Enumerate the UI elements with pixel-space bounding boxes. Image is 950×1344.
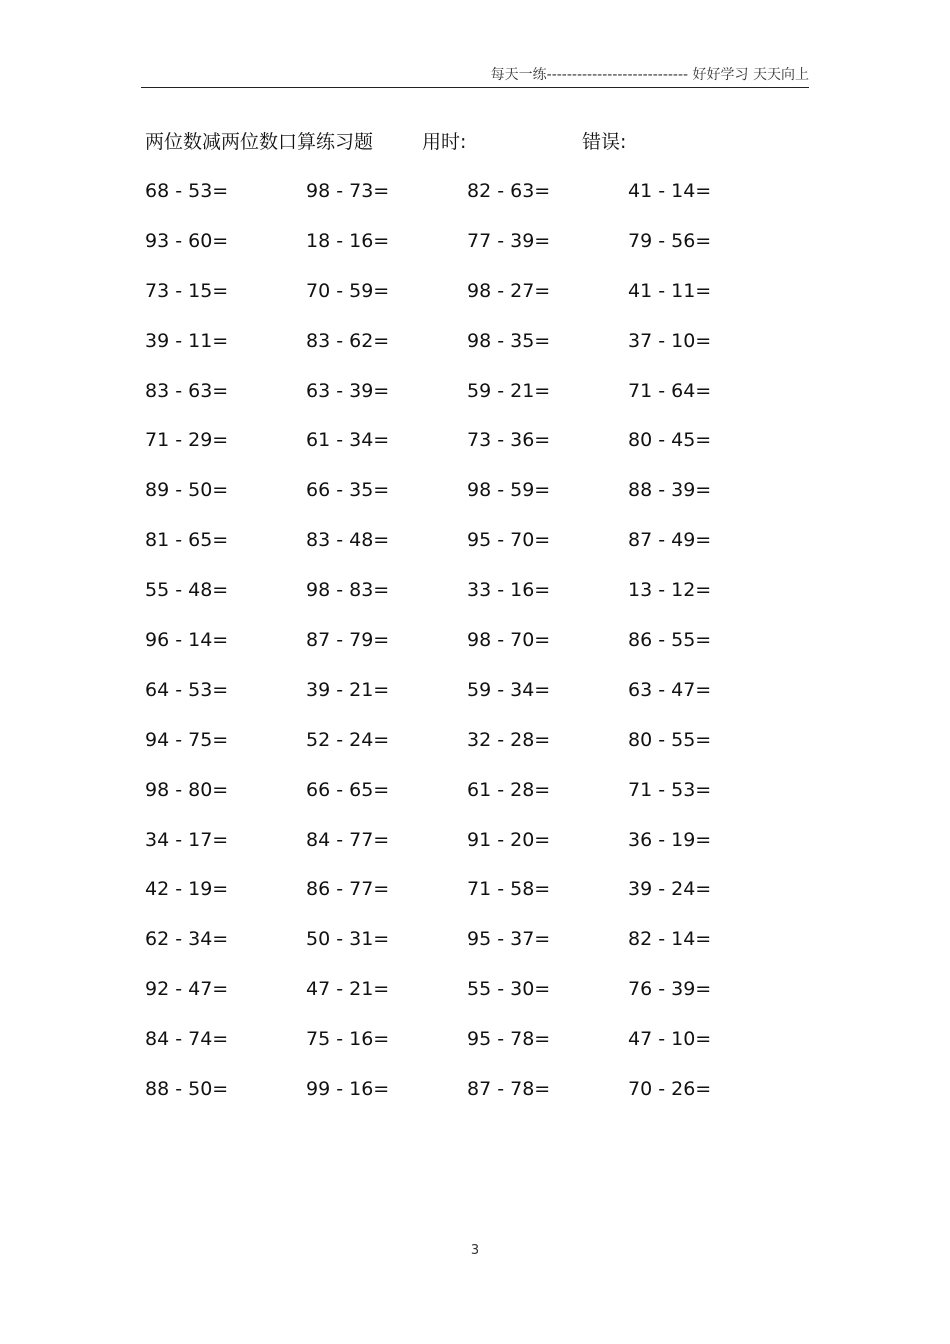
problem-item: 39 - 21= (306, 678, 390, 701)
problem-item: 99 - 16= (306, 1078, 390, 1101)
problem-item: 55 - 48= (145, 579, 229, 602)
time-label: 用时: (422, 131, 467, 153)
problem-item: 37 - 10= (628, 329, 712, 352)
problem-item: 63 - 39= (306, 379, 390, 402)
problem-item: 98 - 59= (467, 479, 551, 502)
problem-item: 70 - 26= (628, 1078, 712, 1101)
problem-item: 36 - 19= (628, 828, 712, 851)
problem-item: 96 - 14= (145, 629, 229, 652)
problem-row (145, 426, 805, 476)
problem-item: 82 - 63= (467, 180, 551, 202)
problem-item: 68 - 53= (145, 180, 229, 202)
problem-item: 61 - 34= (306, 429, 390, 452)
problem-row (145, 676, 805, 726)
problem-item: 91 - 20= (467, 828, 551, 851)
problem-item: 77 - 39= (467, 229, 551, 252)
problem-item: 71 - 58= (467, 878, 551, 901)
problem-item: 71 - 64= (628, 379, 712, 402)
problem-item: 62 - 34= (145, 928, 229, 951)
problem-row (145, 526, 805, 576)
problem-item: 79 - 56= (628, 229, 712, 252)
problem-item: 59 - 34= (467, 678, 551, 701)
problem-item: 66 - 35= (306, 479, 390, 502)
problem-item: 95 - 37= (467, 928, 551, 951)
title-row (145, 127, 785, 157)
problem-row (145, 476, 805, 526)
problem-row (145, 925, 805, 975)
problem-item: 93 - 60= (145, 229, 229, 252)
problem-item: 34 - 17= (145, 828, 229, 851)
problem-item: 88 - 50= (145, 1078, 229, 1101)
problem-item: 89 - 50= (145, 479, 229, 502)
problem-row (145, 626, 805, 676)
problem-row (145, 227, 805, 277)
problem-item: 73 - 15= (145, 279, 229, 302)
problem-item: 42 - 19= (145, 878, 229, 901)
problem-grid (145, 177, 805, 1125)
problem-item: 41 - 11= (628, 279, 712, 302)
problem-item: 64 - 53= (145, 678, 229, 701)
problem-item: 61 - 28= (467, 778, 551, 801)
problem-item: 87 - 49= (628, 529, 712, 552)
problem-item: 86 - 77= (306, 878, 390, 901)
problem-row (145, 1025, 805, 1075)
problem-item: 32 - 28= (467, 728, 551, 751)
error-label: 错误: (582, 131, 627, 153)
problem-row (145, 377, 805, 427)
problem-item: 86 - 55= (628, 629, 712, 652)
worksheet-title: 两位数减两位数口算练习题 (145, 131, 374, 153)
problem-item: 92 - 47= (145, 978, 229, 1001)
header-text: 每天一练---------------------------- 好好学习 天天向上 (490, 67, 809, 83)
problem-item: 70 - 59= (306, 279, 390, 302)
problem-item: 73 - 36= (467, 429, 551, 452)
problem-item: 83 - 63= (145, 379, 229, 402)
problem-item: 52 - 24= (306, 728, 390, 751)
problem-item: 83 - 48= (306, 529, 390, 552)
problem-item: 88 - 39= (628, 479, 712, 502)
problem-item: 47 - 21= (306, 978, 390, 1001)
problem-item: 95 - 70= (467, 529, 551, 552)
problem-item: 95 - 78= (467, 1028, 551, 1051)
problem-item: 84 - 77= (306, 828, 390, 851)
problem-item: 33 - 16= (467, 579, 551, 602)
problem-item: 80 - 45= (628, 429, 712, 452)
problem-item: 82 - 14= (628, 928, 712, 951)
problem-row (145, 776, 805, 826)
problem-item: 98 - 70= (467, 629, 551, 652)
problem-row (145, 177, 805, 227)
problem-row (145, 1075, 805, 1125)
problem-row (145, 327, 805, 377)
problem-item: 47 - 10= (628, 1028, 712, 1051)
problem-item: 98 - 83= (306, 579, 390, 602)
problem-item: 18 - 16= (306, 229, 390, 252)
problem-item: 71 - 29= (145, 429, 229, 452)
problem-item: 87 - 78= (467, 1078, 551, 1101)
problem-row (145, 576, 805, 626)
problem-item: 39 - 24= (628, 878, 712, 901)
problem-item: 59 - 21= (467, 379, 551, 402)
problem-item: 98 - 27= (467, 279, 551, 302)
problem-item: 76 - 39= (628, 978, 712, 1001)
problem-row (145, 826, 805, 876)
problem-item: 80 - 55= (628, 728, 712, 751)
problem-item: 41 - 14= (628, 180, 712, 202)
problem-item: 94 - 75= (145, 728, 229, 751)
problem-row (145, 975, 805, 1025)
problem-item: 75 - 16= (306, 1028, 390, 1051)
problem-item: 98 - 73= (306, 180, 390, 202)
problem-item: 98 - 35= (467, 329, 551, 352)
problem-item: 50 - 31= (306, 928, 390, 951)
running-header (141, 62, 809, 88)
problem-item: 55 - 30= (467, 978, 551, 1001)
problem-item: 39 - 11= (145, 329, 229, 352)
problem-item: 66 - 65= (306, 778, 390, 801)
problem-row (145, 726, 805, 776)
problem-row (145, 277, 805, 327)
problem-item: 83 - 62= (306, 329, 390, 352)
problem-item: 63 - 47= (628, 678, 712, 701)
problem-item: 13 - 12= (628, 579, 712, 602)
page-number: 3 (470, 1243, 480, 1258)
problem-row (145, 875, 805, 925)
problem-item: 87 - 79= (306, 629, 390, 652)
problem-item: 98 - 80= (145, 778, 229, 801)
problem-item: 71 - 53= (628, 778, 712, 801)
problem-item: 81 - 65= (145, 529, 229, 552)
problem-item: 84 - 74= (145, 1028, 229, 1051)
